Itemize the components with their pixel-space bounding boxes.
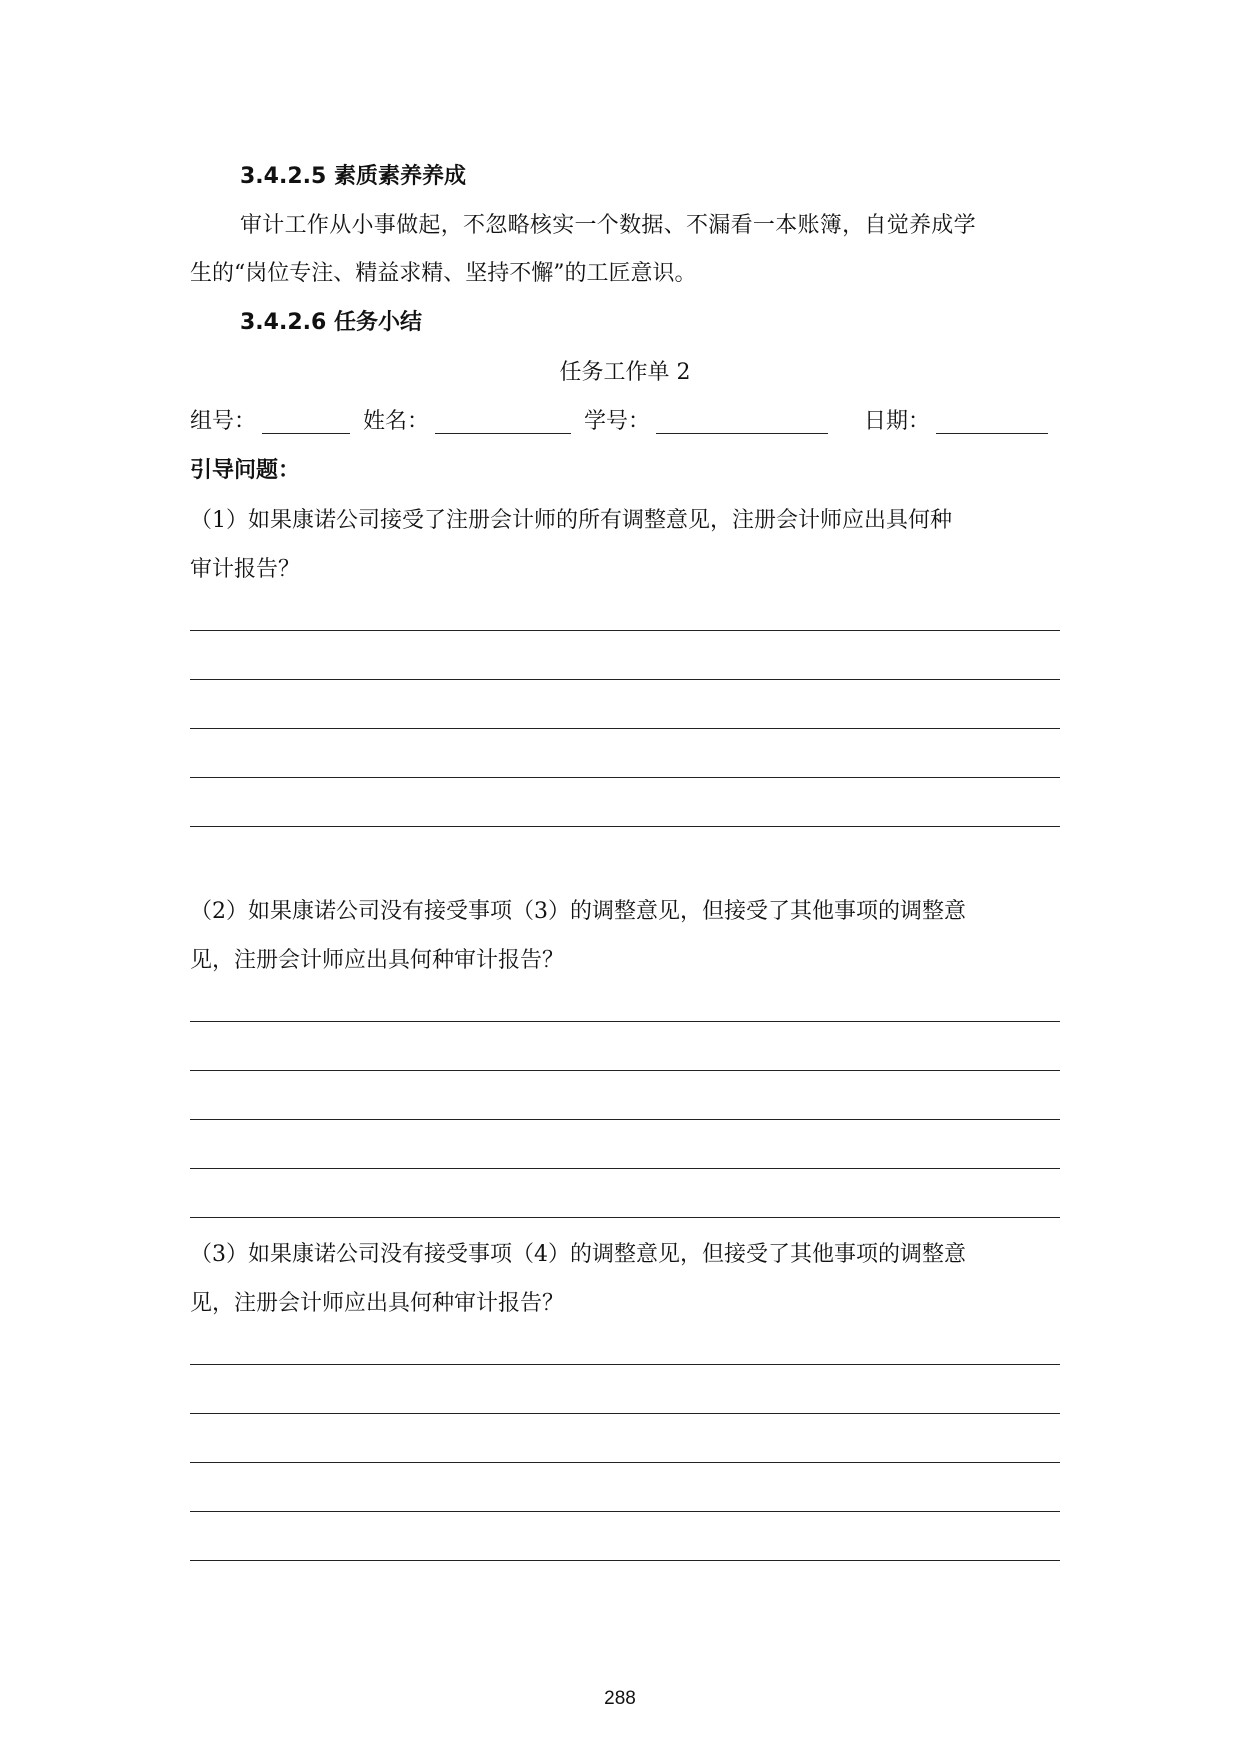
name-blank[interactable] (435, 409, 571, 434)
question-1-answer-line-5[interactable] (190, 826, 1060, 827)
question-2-answer-line-1[interactable] (190, 1021, 1060, 1022)
question-3-answer-line-2[interactable] (190, 1413, 1060, 1414)
date-blank[interactable] (936, 409, 1048, 434)
section-3-4-2-6-heading: 3.4.2.6 任务小结 (240, 310, 422, 335)
name-label: 姓名： (363, 409, 430, 434)
question-2-answer-line-4[interactable] (190, 1168, 1060, 1169)
question-3-answer-line-4[interactable] (190, 1511, 1060, 1512)
group-label: 组号： (190, 409, 257, 434)
question-2-answer-line-2[interactable] (190, 1070, 1060, 1071)
question-1-answer-line-4[interactable] (190, 777, 1060, 778)
group-blank[interactable] (262, 409, 350, 434)
question-1-answer-line-3[interactable] (190, 728, 1060, 729)
info-fields-row (190, 407, 1054, 437)
question-1-answer-line-2[interactable] (190, 679, 1060, 680)
question-1-line-2: 审计报告？ (190, 557, 301, 582)
question-3-answer-line-3[interactable] (190, 1462, 1060, 1463)
question-2-line-2: 见，注册会计师应出具何种审计报告？ (190, 948, 565, 973)
question-3-line-2: 见，注册会计师应出具何种审计报告？ (190, 1291, 565, 1316)
question-3-line-1: （3）如果康诺公司没有接受事项（4）的调整意见，但接受了其他事项的调整意 (190, 1242, 966, 1267)
date-label: 日期： (864, 409, 931, 434)
question-2-answer-line-3[interactable] (190, 1119, 1060, 1120)
question-3-answer-line-1[interactable] (190, 1364, 1060, 1365)
student-id-label: 学号： (584, 409, 651, 434)
page-number: 288 (604, 1688, 636, 1709)
question-1-line-1: （1）如果康诺公司接受了注册会计师的所有调整意见，注册会计师应出具何种 (190, 508, 952, 533)
section-3-4-2-5-heading: 3.4.2.5 素质素养养成 (240, 164, 466, 189)
section-3-4-2-5-paragraph-line-1: 审计工作从小事做起，不忽略核实一个数据、不漏看一本账簿，自觉养成学 (240, 213, 976, 238)
question-2-line-1: （2）如果康诺公司没有接受事项（3）的调整意见，但接受了其他事项的调整意 (190, 899, 966, 924)
worksheet-title: 任务工作单 2 (559, 360, 691, 385)
guide-questions-heading: 引导问题： (190, 458, 301, 483)
question-3-answer-line-5[interactable] (190, 1560, 1060, 1561)
question-2-answer-line-5[interactable] (190, 1217, 1060, 1218)
student-id-blank[interactable] (656, 409, 828, 434)
section-3-4-2-5-paragraph-line-2: 生的“岗位专注、精益求精、坚持不懈”的工匠意识。 (190, 261, 697, 286)
question-1-answer-line-1[interactable] (190, 630, 1060, 631)
